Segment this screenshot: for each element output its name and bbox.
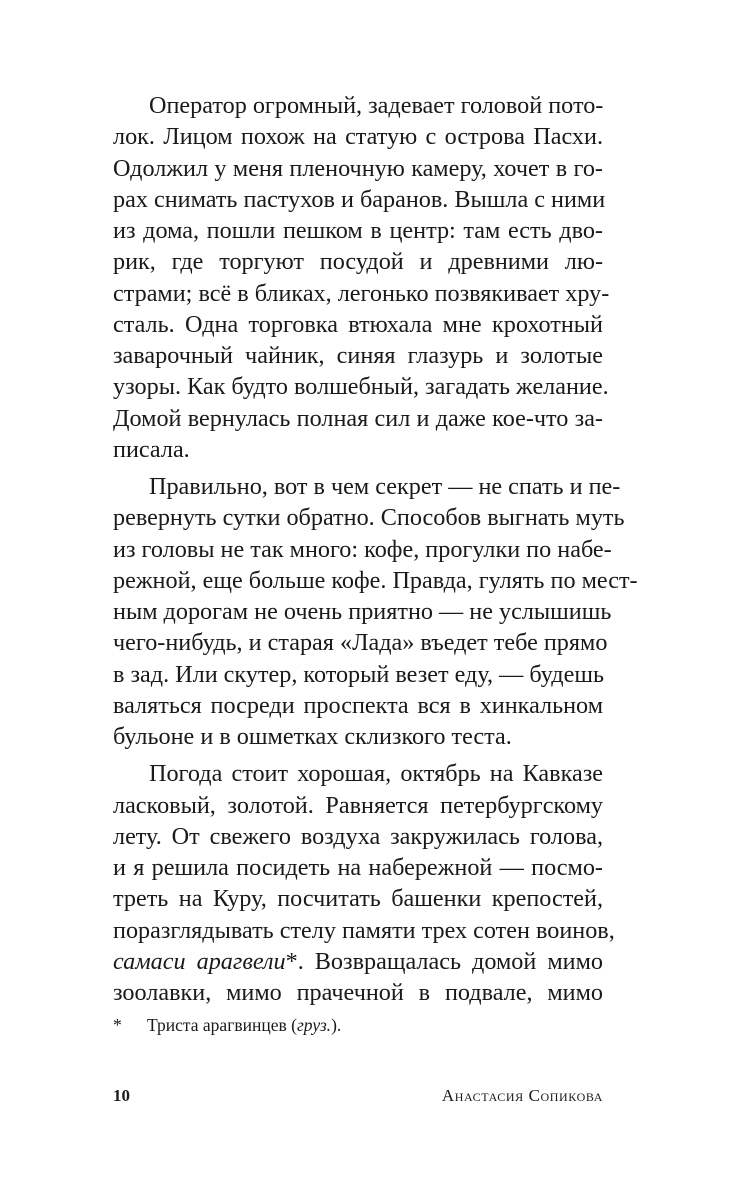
footnote-text: Триста арагвинцев (: [147, 1015, 297, 1035]
running-head-author: Анастасия Сопикова: [441, 1086, 603, 1105]
paragraph-2: [113, 471, 638, 752]
text-line: ласковый, золотой. Равняется петербургскому: [113, 791, 603, 819]
body-text: [113, 90, 638, 1008]
text-line: валяться посреди проспекта вся в хинкальном: [113, 691, 603, 719]
text-line: поразглядывать стелу памяти трех сотен воинов,: [113, 916, 615, 944]
text-line: лок. Лицом похож на статую с острова Пасхи.: [113, 123, 603, 151]
text-line: писала.: [113, 435, 190, 463]
text-line: Правильно, вот в чем секрет — не спать и пе-: [149, 473, 621, 500]
page-number: 10: [113, 1086, 130, 1105]
text-line: зоолавки, мимо прачечной в подвале, мимо: [113, 979, 603, 1006]
text-line: треть на Куру, посчитать башенки крепостей,: [113, 885, 603, 913]
text-line: бульоне и в ошметках склизкого теста.: [113, 723, 512, 750]
text-line: в зад. Или скутер, который везет еду, — будешь: [113, 660, 604, 688]
footnote-mark: *: [113, 1015, 122, 1035]
text-line: рах снимать пастухов и баранов. Вышла с ними: [113, 185, 606, 213]
text-line: ревернуть сутки обратно. Способов выгнать муть: [113, 504, 625, 532]
text-line: рик, где торгуют посудой и древними лю-: [113, 248, 603, 276]
text-line: чего-нибудь, и старая «Лада» въедет тебе прямо: [113, 629, 608, 657]
text-line: сталь. Одна торговка втюхала мне крохотный: [113, 310, 603, 338]
text-line: из головы не так много: кофе, прогулки по набе-: [113, 535, 612, 563]
italic-term: самаси арагвели: [113, 947, 286, 975]
text-line: узоры. Как будто волшебный, загадать желание.: [113, 373, 609, 401]
text-line: режной, еще больше кофе. Правда, гулять по мест-: [113, 566, 638, 594]
text-fragment: *. Возвращалась домой мимо: [285, 947, 603, 975]
text-line: Оператор огромный, задевает головой пото-: [149, 92, 604, 119]
footnote-text-end: ).: [331, 1015, 342, 1035]
text-line: и я решила посидеть на набережной — посмо-: [113, 854, 603, 881]
text-line: Домой вернулась полная сил и даже кое-что за-: [113, 404, 603, 432]
paragraph-3: [113, 758, 615, 1008]
text-line-with-italic: [113, 946, 603, 977]
text-line: страми; всё в бликах, легонько позвякивает хру-: [113, 279, 610, 307]
text-line: заварочный чайник, синяя глазурь и золотые: [113, 342, 603, 369]
paragraph-1: [113, 90, 610, 465]
footnote-italic: груз.: [296, 1015, 332, 1035]
text-line: из дома, пошли пешком в центр: там есть дво-: [113, 217, 603, 244]
footnote: [113, 1013, 341, 1037]
text-line: Погода стоит хорошая, октябрь на Кавказе: [149, 760, 603, 788]
text-line: лету. От свежего воздуха закружилась голова,: [113, 822, 603, 850]
text-line: Одолжил у меня пленочную камеру, хочет в го-: [113, 154, 603, 182]
text-line: ным дорогам не очень приятно — не услышишь: [113, 598, 612, 625]
